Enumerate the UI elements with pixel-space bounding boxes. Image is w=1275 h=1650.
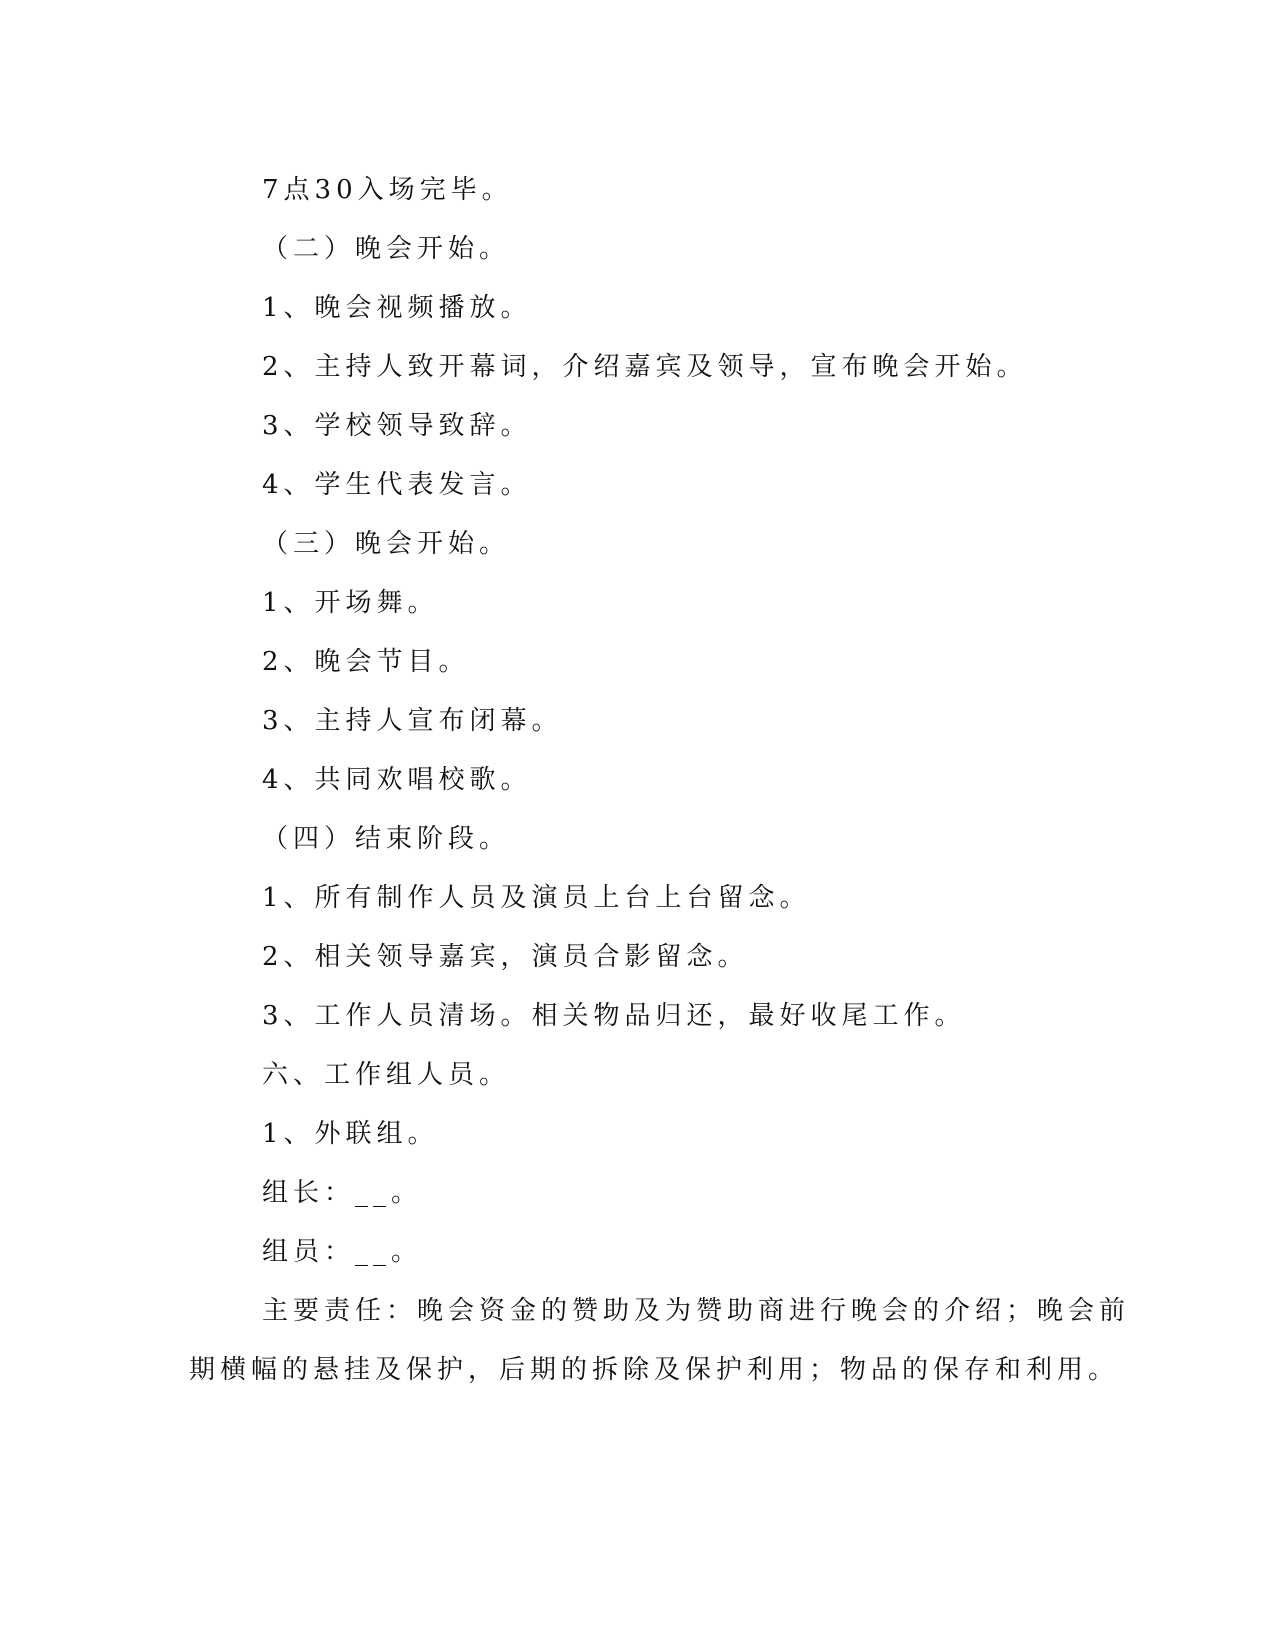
text-line: 2、相关领导嘉宾，演员合影留念。 xyxy=(262,942,749,972)
text-line: 3、学校领导致辞。 xyxy=(262,411,532,441)
text-line: 2、晚会节目。 xyxy=(262,647,470,677)
responsibility-line-2: 期横幅的悬挂及保护，后期的拆除及保护利用；物品的保存和利用。 xyxy=(189,1355,1120,1385)
text-line-arrival: 7点30入场完毕。 xyxy=(262,175,513,205)
text-line: 4、学生代表发言。 xyxy=(262,470,532,500)
section-heading-4: （四）结束阶段。 xyxy=(262,824,511,854)
text-line: 1、外联组。 xyxy=(262,1119,439,1149)
text-line: 3、工作人员清场。相关物品归还，最好收尾工作。 xyxy=(262,1001,966,1031)
text-line: 2、主持人致开幕词，介绍嘉宾及领导，宣布晚会开始。 xyxy=(262,352,1028,382)
text-line: 1、晚会视频播放。 xyxy=(262,293,532,323)
text-line: 1、开场舞。 xyxy=(262,588,439,618)
group-member-line: 组员：__。 xyxy=(262,1237,423,1267)
responsibility-line-1: 主要责任：晚会资金的赞助及为赞助商进行晚会的介绍；晚会前 xyxy=(262,1296,1131,1326)
section-heading-2: （二）晚会开始。 xyxy=(262,234,511,264)
section-heading-6: 六、工作组人员。 xyxy=(262,1060,511,1090)
section-heading-3: （三）晚会开始。 xyxy=(262,529,511,559)
text-line: 3、主持人宣布闭幕。 xyxy=(262,706,563,736)
text-line: 4、共同欢唱校歌。 xyxy=(262,765,532,795)
group-leader-line: 组长：__。 xyxy=(262,1178,423,1208)
text-line: 1、所有制作人员及演员上台上台留念。 xyxy=(262,883,811,913)
